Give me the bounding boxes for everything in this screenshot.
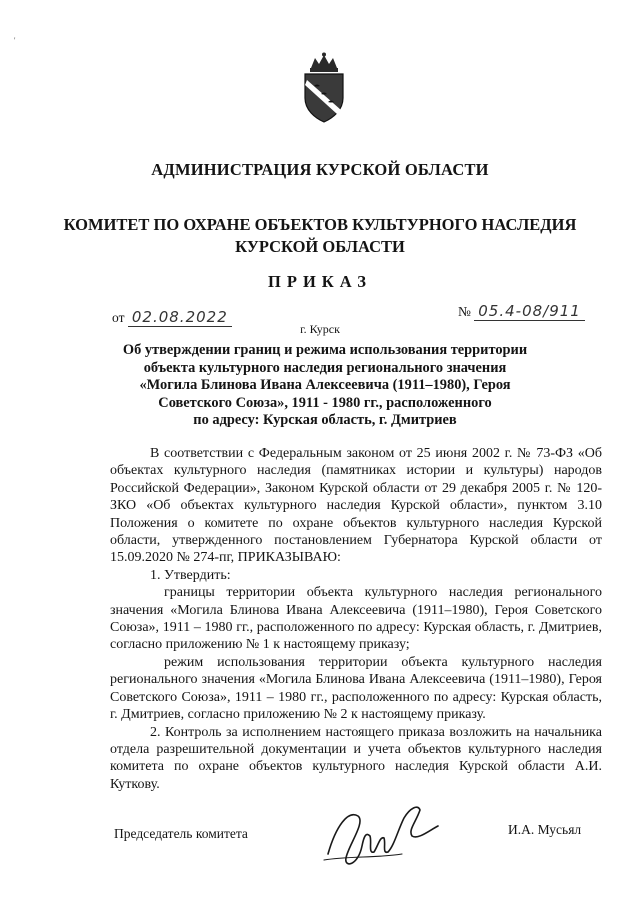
item-1-boundaries: границы территории объекта культурного наследия регионального значения «Могила Блинова Ивана Алексеевича (1911–1980), Героя Советского Союза», 1911 – 1980 гг., расположенного по адресу: Курская область, г. Дмитриев, согласно приложению № 1 к настоящему приказу; [110,585,602,653]
preamble-paragraph: В соответствии с Федеральным законом от 25 июня 2002 г. № 73-ФЗ «Об объектах культурного наследия (памятниках истории и культуры) народов Российской Федерации», Законом Курской области от 29 декабря 2005 г. № 120-ЗКО «Об объектах культурного наследия Курской области», пунктом 3.10 Положения о комитете по охране объектов культурного наследия Курской области, утвержденного постановлением Губернатора Курской области от 15.09.2020 № 274-пг, ПРИКАЗЫВАЮ: [110,446,602,566]
subject-line: по адресу: Курская область, г. Дмитриев [193,412,457,428]
organization-title: АДМИНИСТРАЦИЯ КУРСКОЙ ОБЛАСТИ [151,160,489,179]
document-type: ПРИКАЗ [268,272,372,291]
committee-title-line: КОМИТЕТ ПО ОХРАНЕ ОБЪЕКТОВ КУЛЬТУРНОГО НАСЛЕДИЯ [63,215,577,234]
committee-title-line: КУРСКОЙ ОБЛАСТИ [235,237,405,256]
signatory-position: Председатель комитета [114,826,248,841]
item-1-regime: режим использования территории объекта культурного наследия регионального значения «Могила Блинова Ивана Алексеевича (1911–1980), Героя Советского Союза», 1911 – 1980 гг., расположенного по адресу: Курская область, г. Дмитриев, согласно приложению № 2 к настоящему приказу. [110,654,602,723]
document-number: 05.4-08/911 [474,302,585,321]
document-body [110,445,602,793]
subject-line: объекта культурного наследия регионального значения [143,359,507,376]
committee-title [60,214,580,258]
subject-line: «Могила Блинова Ивана Алексеевича (1911–1980), Героя [139,377,511,393]
item-2-paragraph: 2. Контроль за исполнением настоящего приказа возложить на начальника отдела разрешительной документации и учета объектов культурного наследия комитета по охране объектов культурного наследия Курской области А.И. Куткову. [110,724,602,792]
date-prefix: от [112,310,125,325]
scan-mark: ' [14,36,16,45]
document-subject [110,342,540,430]
subject-line: Советского Союза», 1911 - 1980 гг., расположенного [158,394,492,411]
number-prefix: № [458,304,471,319]
number-line [458,302,585,321]
subject-line: Об утверждении границ и режима использования территории [122,342,528,358]
signature-icon [318,796,448,876]
document-date: 02.08.2022 [128,308,232,327]
coat-of-arms-icon [297,52,351,124]
item-1-heading: 1. Утвердить: [150,567,231,583]
signatory-name: И.А. Мусьял [508,822,582,837]
city: г. Курск [300,322,340,336]
